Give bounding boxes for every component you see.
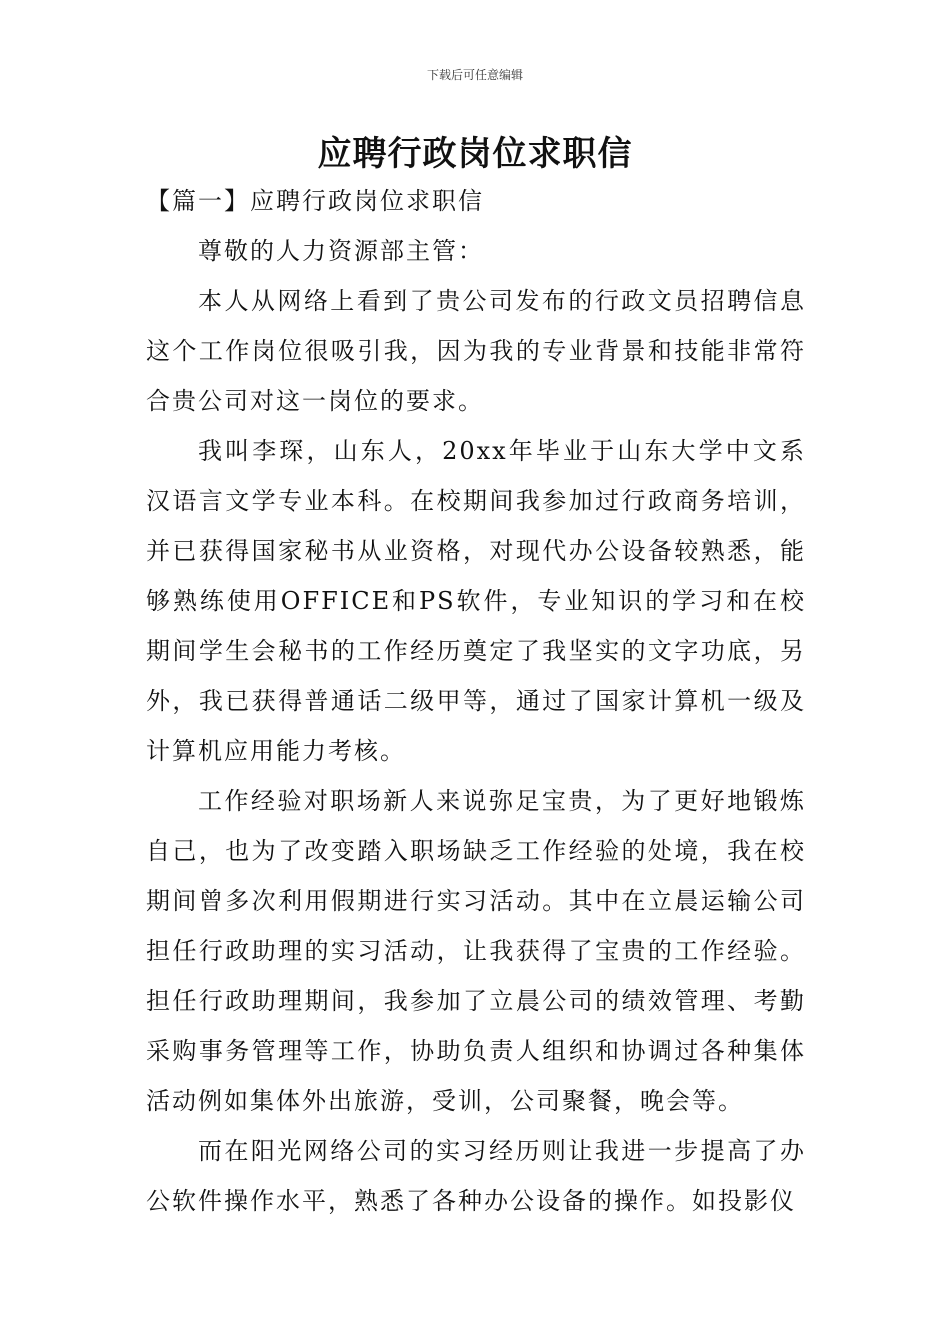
salutation: 尊敬的人力资源部主管： [198,237,484,265]
paragraph: 而在阳光网络公司的实习经历则让我进一步提高了办公软件操作水平，熟悉了各种办公设备的操作。如投影仪 [146,1137,806,1215]
paragraph: 本人从网络上看到了贵公司发布的行政文员招聘信息这个工作岗位很吸引我，因为我的专业背景和技能非常符合贵公司对这一岗位的要求。 [146,287,806,415]
paragraph: 工作经验对职场新人来说弥足宝贵，为了更好地锻炼自己，也为了改变踏入职场缺乏工作经验的处境，我在校期间曾多次利用假期进行实习活动。其中在立晨运输公司担任行政助理的实习活动，让我获得了宝贵的工作经验。担任行政助理期间，我参加了立晨公司的绩效管理、考勤采购事务管理等工作，协助负责人组织和协调过各种集体活动例如集体外出旅游，受训，公司聚餐，晚会等。 [146,787,806,1115]
paragraph: 我叫李琛，山东人，20xx年毕业于山东大学中文系汉语言文学专业本科。在校期间我参加过行政商务培训，并已获得国家秘书从业资格，对现代办公设备较熟悉，能够熟练使用OFFICE和PS软件，专业知识的学习和在校期间学生会秘书的工作经历奠定了我坚实的文字功底，另外，我已获得普通话二级甲等，通过了国家计算机一级及计算机应用能力考核。 [146,437,806,765]
document-title: 应聘行政岗位求职信 [317,134,633,174]
document-body [146,176,806,1226]
section-heading: 【篇一】应聘行政岗位求职信 [146,187,484,215]
header-note: 下载后可任意编辑 [426,68,523,82]
